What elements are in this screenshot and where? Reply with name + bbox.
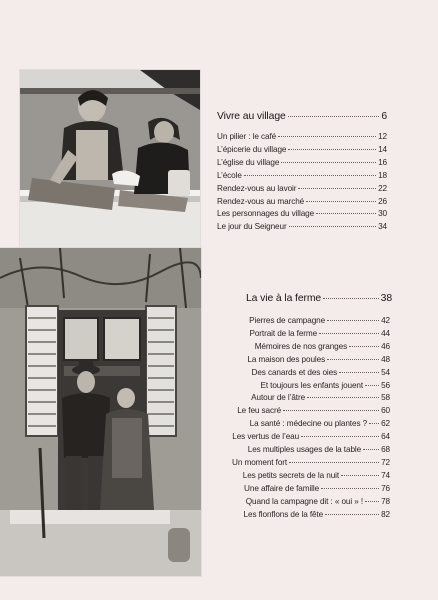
toc-section-village <box>217 111 387 234</box>
toc-entry-label: Autour de l’âtre <box>251 393 306 403</box>
toc-entry-page: 58 <box>381 393 390 403</box>
toc-section-title <box>217 111 387 122</box>
photo-lavoir <box>20 70 200 259</box>
toc-leader-dots <box>316 213 376 214</box>
photo-lavoir-image <box>20 70 200 259</box>
toc-entry-label: Les vertus de l’eau <box>232 432 300 442</box>
toc-leader-dots <box>288 116 380 117</box>
toc-leader-dots <box>341 475 379 476</box>
toc-entry-page: 12 <box>378 132 387 141</box>
toc-entry <box>217 196 387 209</box>
toc-entry-label: Rendez-vous au lavoir <box>217 183 297 193</box>
toc-leader-dots <box>339 372 379 373</box>
toc-entry-label: Les multiples usages de la table <box>247 445 362 455</box>
toc-entry-page: 26 <box>378 196 387 206</box>
toc-leader-dots <box>281 162 376 163</box>
toc-section-title-page: 6 <box>381 111 387 122</box>
toc-entry <box>222 496 390 509</box>
toc-entry-page: 64 <box>381 432 390 442</box>
toc-entry-page: 22 <box>378 183 387 193</box>
toc-entry-page: 78 <box>381 496 390 506</box>
toc-entry-label: Des canards et des oies <box>251 367 338 377</box>
toc-entry-page: 42 <box>381 316 390 325</box>
toc-entry-label: Quand la campagne dit : « oui » ! <box>245 496 364 506</box>
toc-entry-page: 46 <box>381 341 390 351</box>
toc-entry <box>222 483 390 496</box>
toc-leader-dots <box>298 188 376 189</box>
toc-entry-page: 82 <box>381 509 390 519</box>
toc-entry <box>217 170 387 183</box>
toc-entry-page: 16 <box>378 157 387 167</box>
toc-entry-label: L’église du village <box>217 157 280 167</box>
toc-leader-dots <box>349 346 379 347</box>
toc-entry-label: Et toujours les enfants jouent <box>260 380 364 390</box>
toc-entry <box>222 457 390 470</box>
toc-entry-label: Les personnages du village <box>217 209 315 219</box>
toc-entry <box>222 405 390 418</box>
photo-farm-couple-image <box>0 248 201 576</box>
toc-entry-page: 62 <box>381 419 390 429</box>
toc-entry <box>217 157 387 170</box>
toc-leader-dots <box>321 488 379 489</box>
toc-entry-label: Portrait de la ferme <box>249 328 318 338</box>
toc-leader-dots <box>301 436 379 437</box>
toc-leader-dots <box>288 149 376 150</box>
toc-entry-page: 48 <box>381 354 390 364</box>
toc-leader-dots <box>283 410 379 411</box>
toc-section-title-label: La vie à la ferme <box>246 293 322 304</box>
toc-leader-dots <box>327 359 379 360</box>
toc-entry <box>222 380 390 393</box>
toc-entry-label: La maison des poules <box>247 354 326 364</box>
toc-entry <box>222 392 390 405</box>
toc-entry <box>222 328 390 341</box>
toc-leader-dots <box>289 226 377 227</box>
toc-entry <box>222 315 390 328</box>
toc-entry-label: L’épicerie du village <box>217 144 287 154</box>
toc-entry-page: 54 <box>381 367 390 377</box>
toc-entry-label: Un pilier : le café <box>217 132 277 141</box>
toc-entry <box>222 367 390 380</box>
toc-entry <box>217 144 387 157</box>
toc-entry-label: Les petits secrets de la nuit <box>242 470 340 480</box>
toc-entry <box>222 431 390 444</box>
toc-entry <box>222 444 390 457</box>
toc-entry-page: 44 <box>381 328 390 338</box>
toc-entry-label: Le feu sacré <box>237 406 282 416</box>
toc-entry-label: Les flonflons de la fête <box>243 509 324 519</box>
toc-entry-label: Mémoires de nos granges <box>254 341 348 351</box>
toc-leader-dots <box>323 298 379 299</box>
toc-entry-page: 18 <box>378 170 387 180</box>
toc-leader-dots <box>363 449 379 450</box>
toc-leader-dots <box>325 514 379 515</box>
toc-leader-dots <box>244 175 376 176</box>
toc-entry <box>222 354 390 367</box>
toc-section-title <box>246 293 392 304</box>
toc-section-ferme <box>222 293 390 522</box>
toc-leader-dots <box>278 136 376 137</box>
toc-entry-label: Une affaire de famille <box>244 483 320 493</box>
toc-entry-page: 76 <box>381 483 390 493</box>
toc-entry <box>222 509 390 522</box>
toc-leader-dots <box>365 501 379 502</box>
toc-entry-label: Pierres de campagne <box>249 316 326 325</box>
toc-entry-page: 72 <box>381 457 390 467</box>
toc-leader-dots <box>307 397 379 398</box>
toc-leader-dots <box>319 333 379 334</box>
toc-entry <box>222 341 390 354</box>
toc-entry-page: 68 <box>381 445 390 455</box>
toc-entry-page: 60 <box>381 406 390 416</box>
toc-section-title-page: 38 <box>380 293 392 304</box>
toc-entry-label: Le jour du Seigneur <box>217 222 287 232</box>
toc-leader-dots <box>289 462 379 463</box>
toc-leader-dots <box>365 385 379 386</box>
toc-entry-page: 34 <box>378 222 387 232</box>
toc-entry <box>217 221 387 234</box>
toc-entry <box>217 208 387 221</box>
photo-farm-couple <box>0 248 201 576</box>
toc-leader-dots <box>327 320 379 321</box>
toc-entry-label: Rendez-vous au marché <box>217 196 305 206</box>
toc-entry <box>222 418 390 431</box>
toc-entry-label: La santé : médecine ou plantes ? <box>249 419 368 429</box>
toc-entry-page: 74 <box>381 470 390 480</box>
toc-entry-label: L’école <box>217 170 242 180</box>
toc-entry <box>217 183 387 196</box>
toc-entry <box>222 470 390 483</box>
toc-entry-page: 30 <box>378 209 387 219</box>
toc-entry <box>217 131 387 144</box>
toc-leader-dots <box>369 423 379 424</box>
toc-entry-page: 56 <box>381 380 390 390</box>
toc-section-title-label: Vivre au village <box>217 111 286 122</box>
toc-entry-label: Un moment fort <box>232 457 288 467</box>
toc-leader-dots <box>306 201 376 202</box>
toc-entry-page: 14 <box>378 144 387 154</box>
